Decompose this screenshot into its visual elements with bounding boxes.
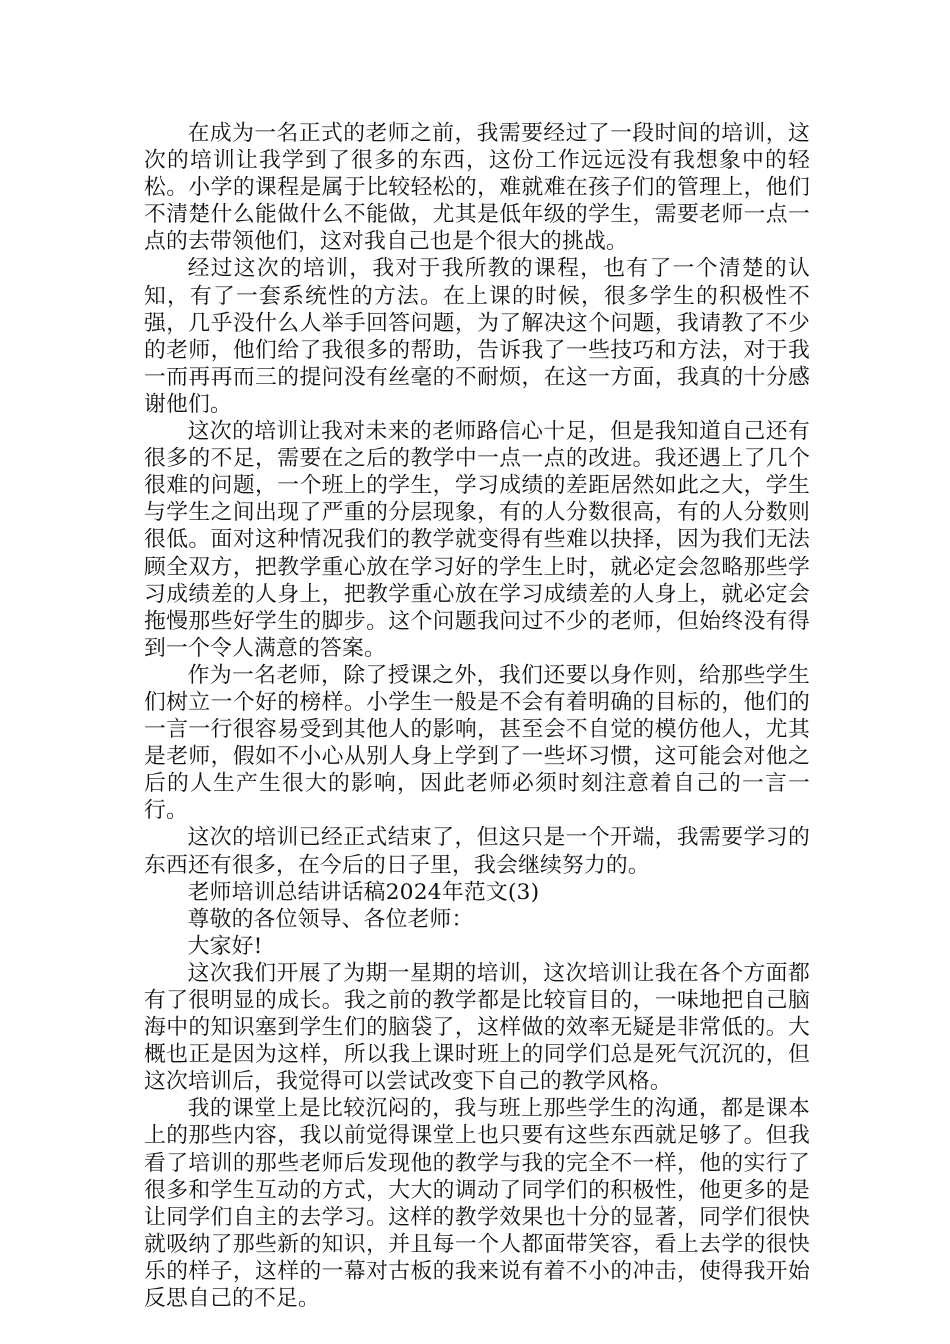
paragraph-course-understanding: 经过这次的培训，我对于我所教的课程，也有了一个清楚的认知，有了一套系统性的方法。在上课的时候，很多学生的积极性不强，几乎没什么人举手回答问题，为了解决这个问题，我请教了不少的老师，他们给了我很多的帮助，告诉我了一些技巧和方法，对于我一而再再而三的提问没有丝毫的不耐烦，在这一方面，我真的十分感谢他们。 [144,256,810,417]
salutation: 尊敬的各位领导、各位老师： [187,906,474,932]
paragraph-one-week-training: 这次我们开展了为期一星期的培训，这次培训让我在各个方面都有了很明显的成长。我之前的教学都是比较盲目的，一味地把自己脑海中的知识塞到学生们的脑袋了，这样做的效率无疑是非常低的。大概也正是因为这样，所以我上课时班上的同学们总是死气沉沉的，但这次培训后，我觉得可以尝试改变下自己的教学风格。 [144,960,810,1095]
paragraph-training-ended: 这次的培训已经正式结束了，但这只是一个开端，我需要学习的东西还有很多，在今后的日子里，我会继续努力的。 [144,825,810,878]
greeting: 大家好! [187,933,263,959]
paragraph-role-model: 作为一名老师，除了授课之外，我们还要以身作则，给那些学生们树立一个好的榜样。小学生一般是不会有着明确的目标的，他们的一言一行很容易受到其他人的影响，甚至会不自觉的模仿他人，尤其是老师，假如不小心从别人身上学到了一些坏习惯，这可能会对他之后的人生产生很大的影响，因此老师必须时刻注意着自己的一言一行。 [144,662,810,824]
document-body [144,120,810,1312]
paragraph-classroom-reflection: 我的课堂上是比较沉闷的，我与班上那些学生的沟通，都是课本上的那些内容，我以前觉得课堂上也只要有这些东西就足够了。但我看了培训的那些老师后发现他的教学与我的完全不一样，他的实行了很多和学生互动的方式，大大的调动了同学们的积极性，他更多的是让同学们自主的去学习。这样的教学效果也十分的显著，同学们很快就吸纳了那些新的知识，并且每一个人都面带笑容，看上去学的很快乐的样子，这样的一幕对古板的我来说有着不小的冲击，使得我开始反思自己的不足。 [144,1096,810,1312]
paragraph-training-intro: 在成为一名正式的老师之前，我需要经过了一段时间的培训，这次的培训让我学到了很多的东西，这份工作远远没有我想象中的轻松。小学的课程是属于比较轻松的，难就难在孩子们的管理上，他们不清楚什么能做什么不能做，尤其是低年级的学生，需要老师一点一点的去带领他们，这对我自己也是个很大的挑战。 [144,121,810,255]
paragraph-future-confidence: 这次的培训让我对未来的老师路信心十足，但是我知道自己还有很多的不足，需要在之后的教学中一点一点的改进。我还遇上了几个很难的问题，一个班上的学生，学习成绩的差距居然如此之大，学生与学生之间出现了严重的分层现象，有的人分数很高，有的人分数则很低。面对这种情况我们的教学就变得有些难以抉择，因为我们无法顾全双方，把教学重心放在学习好的学生上时，就必定会忽略那些学习成绩差的人身上，把教学重心放在学习成绩差的人身上，就必定会拖慢那些好学生的脚步。这个问题我问过不少的老师，但始终没有得到一个令人满意的答案。 [144,419,810,661]
section-heading: 老师培训总结讲话稿2024年范文(3) [187,879,540,905]
